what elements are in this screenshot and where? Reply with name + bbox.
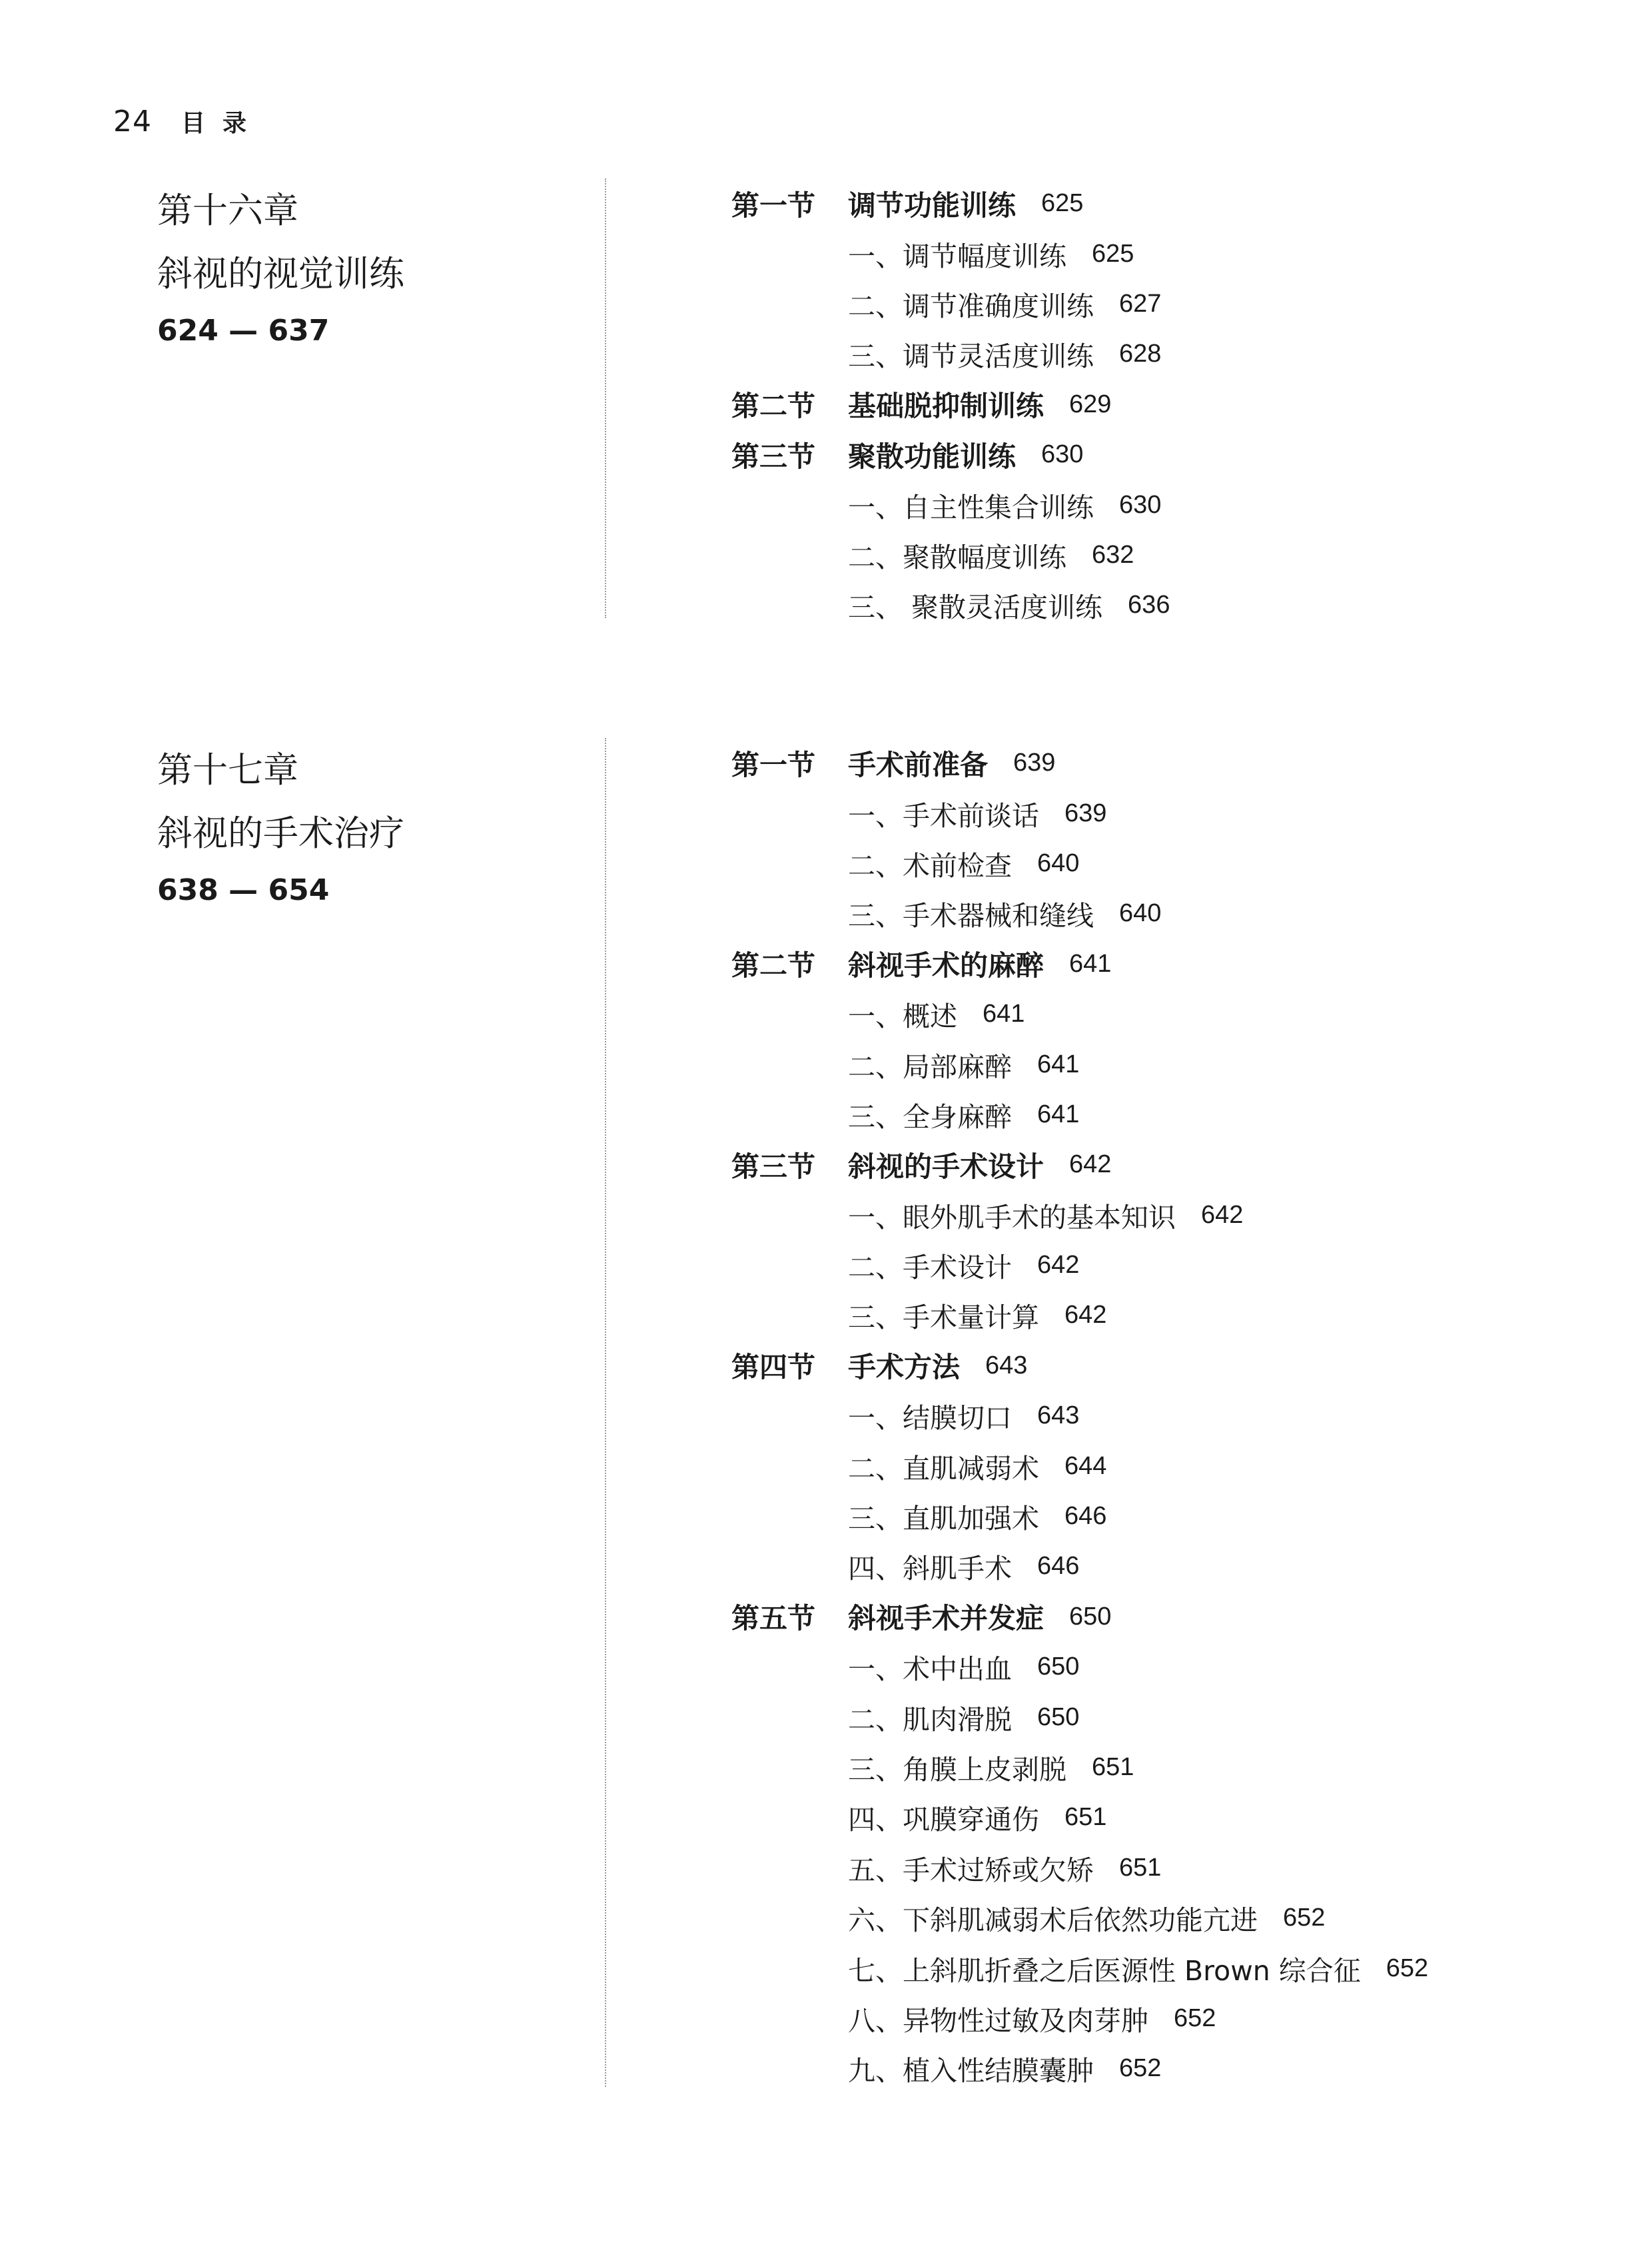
subsection-title: 九、植入性结膜囊肿 [848,2055,1094,2087]
toc-section-entry [731,179,1170,228]
section-title: 基础脱抑制训练 [848,390,1044,423]
subsection-title: 二、术前检查 [848,849,1012,882]
toc-subsection-entry [731,480,1170,530]
page-number: 625 [1092,239,1134,268]
toc-subsection-entry [731,1290,1428,1340]
toc-section-entry [731,1341,1428,1391]
page-number: 651 [1119,1853,1162,1882]
page-number: 652 [1174,2004,1216,2032]
toc-section-entry [731,380,1170,430]
subsection-title: 三、直肌加强术 [848,1503,1039,1535]
toc-section-entry [731,738,1428,788]
chapter-page-range: 624 — 637 [157,314,330,348]
subsection-title: 三、手术量计算 [848,1302,1039,1334]
subsection-title: 一、术中出血 [848,1653,1012,1686]
toc-subsection-entry [731,1792,1428,1842]
page-number: 639 [1013,749,1056,777]
section-label: 第三节 [731,440,816,473]
page-number: 641 [983,1000,1025,1028]
page-number: 652 [1386,1954,1429,1982]
page-number: 643 [985,1351,1028,1379]
header-title: 目录 [181,109,264,137]
page-number: 630 [1119,490,1162,519]
toc-subsection-entry [731,1893,1428,1943]
toc-subsection-entry [731,329,1170,379]
page-number: 627 [1119,289,1162,318]
subsection-title: 五、手术过矫或欠矫 [848,1854,1094,1886]
toc-section-entry [731,939,1428,989]
chapter-title: 斜视的视觉训练 [157,254,404,294]
toc-section-entry [731,430,1170,480]
chapter-heading [157,179,584,354]
subsection-title: 三、 聚散灵活度训练 [848,591,1103,624]
column-divider [605,738,606,2087]
toc-subsection-entry [731,1642,1428,1692]
section-title: 斜视手术的麻醉 [848,949,1044,982]
toc-subsection-entry [731,1090,1428,1140]
subsection-title: 三、调节灵活度训练 [848,340,1094,373]
section-label: 第一节 [731,188,816,222]
toc-section-entry [731,1140,1428,1190]
toc-subsection-entry [731,2044,1428,2093]
subsection-title: 一、概述 [848,1000,957,1033]
section-title: 手术前准备 [848,748,989,781]
page-number: 650 [1037,1702,1080,1731]
toc-subsection-entry [731,1692,1428,1742]
subsection-title: 二、局部麻醉 [848,1050,1012,1083]
page-header [113,100,264,143]
subsection-title: 七、上斜肌折叠之后医源性 Brown 综合征 [848,1954,1361,1987]
toc-subsection-entry [731,1994,1428,2044]
chapter-title: 斜视的手术治疗 [157,813,404,854]
section-label: 第三节 [731,1150,816,1183]
subsection-title: 二、直肌减弱术 [848,1452,1039,1485]
page-number: 640 [1037,849,1080,877]
page-number: 630 [1041,440,1084,469]
page-number: 643 [1037,1401,1080,1430]
page-number: 641 [1069,949,1112,978]
toc-subsection-entry [731,889,1428,938]
subsection-title: 二、手术设计 [848,1252,1012,1284]
subsection-title: 六、下斜肌减弱术后依然功能亢进 [848,1904,1258,1937]
page-number: 632 [1092,540,1134,569]
page-number: 640 [1119,899,1162,928]
page-number: 651 [1064,1803,1107,1832]
toc-subsection-entry [731,989,1428,1039]
page-number: 644 [1064,1451,1107,1480]
section-title: 斜视的手术设计 [848,1150,1044,1183]
subsection-title: 八、异物性过敏及肉芽肿 [848,2004,1148,2037]
page-number: 642 [1069,1150,1112,1179]
page-number: 652 [1283,1904,1326,1932]
toc-subsection-entry [731,1943,1428,1993]
page-number: 641 [1037,1050,1080,1078]
subsection-title: 四、巩膜穿通伤 [848,1804,1039,1836]
toc-entries [731,179,1170,631]
subsection-title: 四、斜肌手术 [848,1553,1012,1585]
toc-entries [731,738,1428,2094]
chapter-number: 第十七章 [157,750,298,791]
toc-subsection-entry [731,1391,1428,1441]
page-number: 642 [1064,1301,1107,1329]
chapter-17 [0,738,1652,2087]
page-number: 642 [1037,1251,1080,1280]
subsection-title: 三、手术器械和缝线 [848,900,1094,933]
subsection-title: 三、全身麻醉 [848,1100,1012,1133]
subsection-title: 二、聚散幅度训练 [848,541,1066,573]
page-number: 642 [1201,1200,1244,1229]
toc-subsection-entry [731,1843,1428,1893]
page-number: 641 [1037,1100,1080,1128]
page-number: 636 [1128,591,1170,619]
chapter-16 [0,179,1652,624]
subsection-title: 三、角膜上皮剥脱 [848,1754,1066,1786]
page-number: 646 [1037,1552,1080,1581]
subsection-title: 一、眼外肌手术的基本知识 [848,1201,1176,1234]
section-label: 第一节 [731,748,816,781]
section-title: 手术方法 [848,1351,961,1384]
page-number: 24 [113,104,152,139]
subsection-title: 二、调节准确度训练 [848,290,1094,322]
subsection-title: 一、手术前谈话 [848,799,1039,832]
section-title: 斜视手术并发症 [848,1602,1044,1635]
subsection-title: 一、结膜切口 [848,1402,1012,1435]
page-number: 650 [1037,1653,1080,1681]
section-title: 调节功能训练 [848,188,1017,222]
toc-subsection-entry [731,279,1170,329]
subsection-title: 一、自主性集合训练 [848,491,1094,524]
chapter-heading [157,738,584,914]
toc-subsection-entry [731,788,1428,838]
page-number: 628 [1119,340,1162,368]
toc-subsection-entry [731,1541,1428,1591]
toc-subsection-entry [731,228,1170,278]
chapter-number: 第十六章 [157,190,298,231]
section-label: 第二节 [731,390,816,423]
toc-subsection-entry [731,1742,1428,1792]
toc-subsection-entry [731,1441,1428,1491]
toc-subsection-entry [731,1039,1428,1089]
toc-section-entry [731,1592,1428,1642]
page-number: 646 [1064,1502,1107,1531]
page-number: 629 [1069,390,1112,418]
section-label: 第四节 [731,1351,816,1384]
page-number: 650 [1069,1602,1112,1631]
page-number: 639 [1064,799,1107,827]
subsection-title: 二、肌肉滑脱 [848,1703,1012,1736]
page-number: 625 [1041,189,1084,218]
chapter-page-range: 638 — 654 [157,873,330,907]
toc-subsection-entry [731,1190,1428,1240]
page-number: 652 [1119,2054,1162,2083]
column-divider [605,179,606,618]
section-label: 第五节 [731,1602,816,1635]
toc-subsection-entry [731,530,1170,580]
toc-subsection-entry [731,839,1428,889]
toc-subsection-entry [731,580,1170,630]
subsection-title: 一、调节幅度训练 [848,240,1066,272]
page-number: 651 [1092,1753,1134,1781]
toc-subsection-entry [731,1491,1428,1541]
toc-subsection-entry [731,1240,1428,1290]
section-title: 聚散功能训练 [848,440,1017,473]
section-label: 第二节 [731,949,816,982]
